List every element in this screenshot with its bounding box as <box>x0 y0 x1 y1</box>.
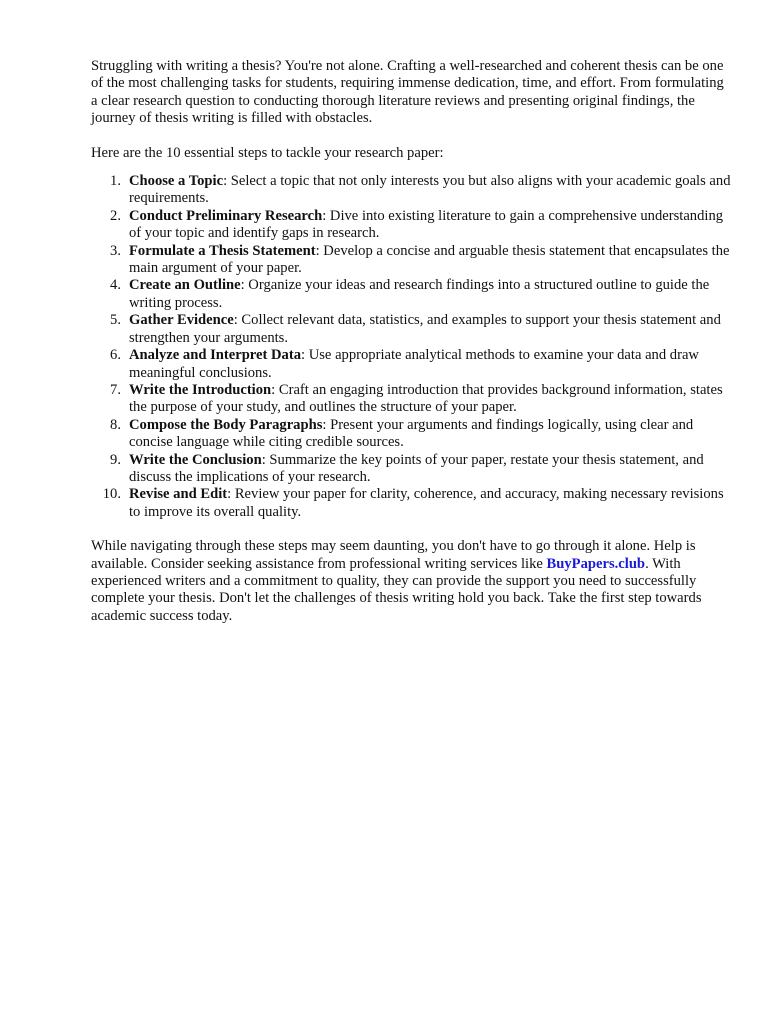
step-number: 5. <box>110 312 121 329</box>
document-page <box>91 58 731 625</box>
intro-paragraph: Struggling with writing a thesis? You're not alone. Crafting a well-researched and coherent thesis can be one of the most challenging tasks for students, requiring immense dedication, time, and effort. From formulating a clear research question to conducting thorough literature reviews and presenting original findings, the journey of thesis writing is filled with obstacles. <box>91 58 724 127</box>
step-title: Formulate a Thesis Statement <box>129 242 316 259</box>
step-description: : Develop a concise and arguable thesis statement that encapsulates the main argument of your paper. <box>129 242 730 277</box>
step-description: : Use appropriate analytical methods to examine your data and draw meaningful conclusions. <box>129 347 699 381</box>
step-description: : Dive into existing literature to gain a comprehensive understanding of your topic and identify gaps in research. <box>129 207 724 242</box>
step-title: Gather Evidence <box>129 312 234 329</box>
step-description: : Collect relevant data, statistics, and examples to support your thesis statement and strengthen your arguments. <box>129 312 721 346</box>
step-description: : Select a topic that not only interests you but also aligns with your academic goals and requirements. <box>129 173 731 207</box>
steps-lead: Here are the 10 essential steps to tackle your research paper: <box>91 144 444 161</box>
step-number: 2. <box>110 207 121 224</box>
step-number: 10. <box>102 486 121 503</box>
closing-text-after: . With experienced writers and a commitment to quality, they can provide the support you need to successfully complete your thesis. Don't let the challenges of thesis writing hold you back. Take the first step towards academic success today. <box>91 555 702 624</box>
step-item <box>91 347 731 382</box>
step-title: Compose the Body Paragraphs <box>129 416 323 433</box>
step-number: 9. <box>110 451 121 468</box>
step-item <box>91 243 731 278</box>
step-item <box>91 417 731 452</box>
step-title: Revise and Edit <box>129 486 228 503</box>
closing-paragraph <box>91 538 731 625</box>
step-description: : Summarize the key points of your paper, restate your thesis statement, and discuss the implications of your research. <box>129 451 704 485</box>
step-description: : Organize your ideas and research findings into a structured outline to guide the writing process. <box>129 277 710 311</box>
step-title: Conduct Preliminary Research <box>129 207 323 224</box>
step-item <box>91 208 731 243</box>
step-number: 6. <box>110 347 121 364</box>
step-item <box>91 173 731 208</box>
step-number: 4. <box>110 277 121 294</box>
step-description: : Present your arguments and findings logically, using clear and concise language while citing credible sources. <box>129 416 694 451</box>
closing-text-before: While navigating through these steps may seem daunting, you don't have to go through it alone. Help is available. Consider seeking assistance from professional writing services like <box>91 538 696 572</box>
step-item <box>91 277 731 312</box>
step-item <box>91 312 731 347</box>
step-title: Write the Conclusion <box>129 451 262 468</box>
step-number: 7. <box>110 381 121 398</box>
step-description: : Craft an engaging introduction that provides background information, states the purpose of your study, and outlines the structure of your paper. <box>129 381 723 416</box>
step-number: 3. <box>110 242 121 259</box>
step-item <box>91 382 731 417</box>
step-description: : Review your paper for clarity, coherence, and accuracy, making necessary revisions to improve its overall quality. <box>129 486 724 520</box>
step-item <box>91 486 731 521</box>
step-title: Analyze and Interpret Data <box>129 347 302 364</box>
step-number: 1. <box>110 173 121 190</box>
steps-list <box>91 173 731 521</box>
buypapers-link[interactable]: BuyPapers.club <box>546 555 646 572</box>
step-title: Choose a Topic <box>129 173 224 190</box>
step-title: Write the Introduction <box>129 381 272 398</box>
step-title: Create an Outline <box>129 277 241 294</box>
step-item <box>91 452 731 487</box>
step-number: 8. <box>110 416 121 433</box>
